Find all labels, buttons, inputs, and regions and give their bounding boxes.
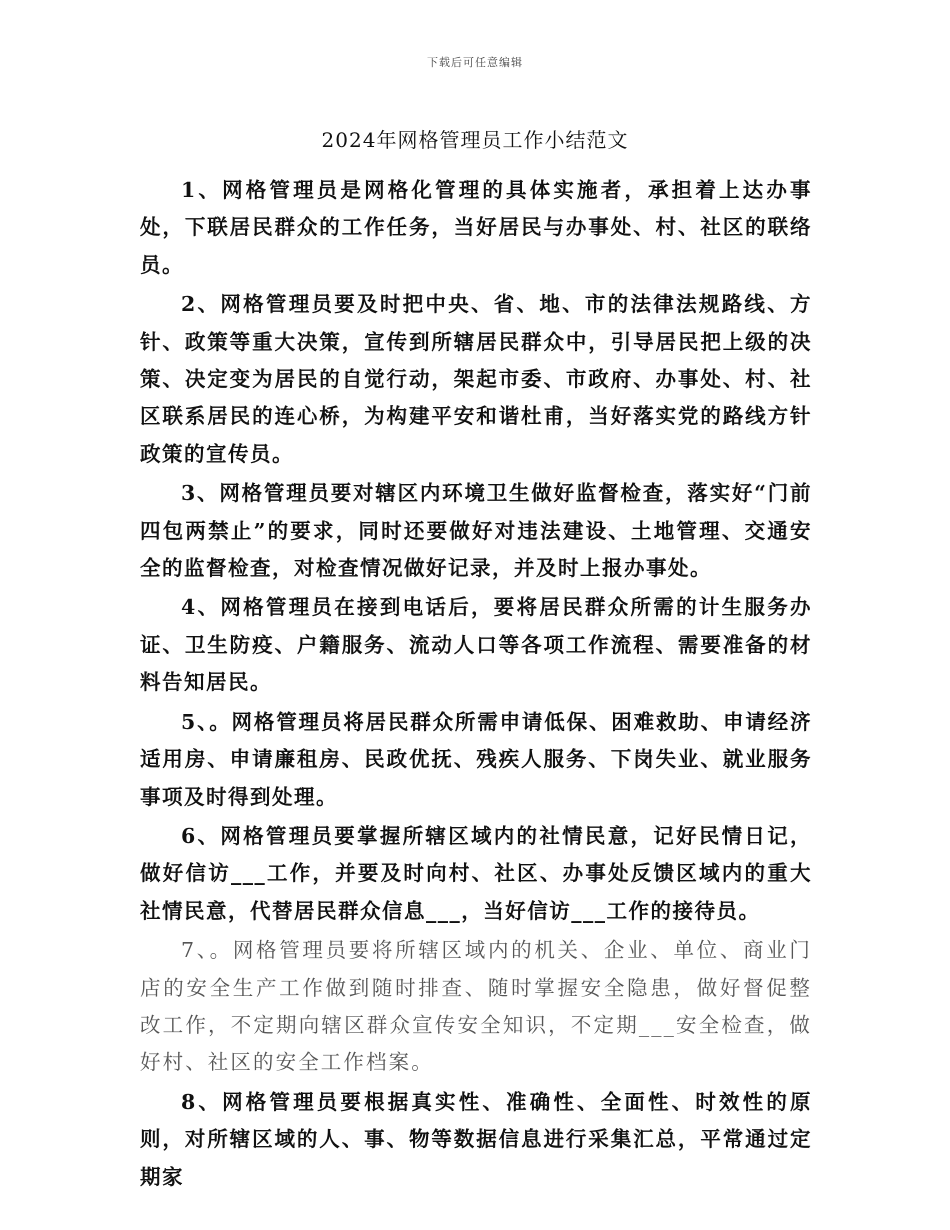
document-title: 2024年网格管理员工作小结范文 — [321, 128, 629, 152]
paragraph-8: 8、网格管理员要根据真实性、准确性、全面性、时效性的原则，对所辖区域的人、事、物等数据信息进行采集汇总，平常通过定期家 — [140, 1089, 812, 1189]
paragraph-6: 6、网格管理员要掌握所辖区域内的社情民意，记好民情日记，做好信访___工作，并要及时向村、社区、办事处反馈区域内的重大社情民意，代替居民群众信息___，当好信访___工作的接待员。 — [140, 823, 812, 923]
paragraph-7: 7、。网格管理员要将所辖区域内的机关、企业、单位、商业门店的安全生产工作做到随时排查、随时掌握安全隐患，做好督促整改工作，不定期向辖区群众宣传安全知识，不定期___安全检查，做好村、社区的安全工作档案。 — [140, 938, 812, 1075]
paragraph-3: 3、网格管理员要对辖区内环境卫生做好监督检查，落实好“门前四包两禁止”的要求，同时还要做好对违法建设、土地管理、交通安全的监督检查，对检查情况做好记录，并及时上报办事处。 — [140, 481, 812, 581]
document-body — [140, 172, 812, 1198]
paragraph-5: 5、。网格管理员将居民群众所需申请低保、困难救助、申请经济适用房、申请廉租房、民政优抚、残疾人服务、下岗失业、就业服务事项及时得到处理。 — [140, 709, 812, 809]
paragraph-1: 1、网格管理员是网格化管理的具体实施者，承担着上达办事处，下联居民群众的工作任务，当好居民与办事处、村、社区的联络员。 — [140, 178, 812, 277]
paragraph-2: 2、网格管理员要及时把中央、省、地、市的法律法规路线、方针、政策等重大决策，宣传到所辖居民群众中，引导居民把上级的决策、决定变为居民的自觉行动，架起市委、市政府、办事处、村、社区联系居民的连心桥，为构建平安和谐杜甫，当好落实党的路线方针政策的宣传员。 — [140, 292, 812, 466]
paragraph-4: 4、网格管理员在接到电话后，要将居民群众所需的计生服务办证、卫生防疫、户籍服务、流动人口等各项工作流程、需要准备的材料告知居民。 — [140, 595, 812, 695]
page-header-note: 下载后可任意编辑 — [427, 56, 523, 69]
